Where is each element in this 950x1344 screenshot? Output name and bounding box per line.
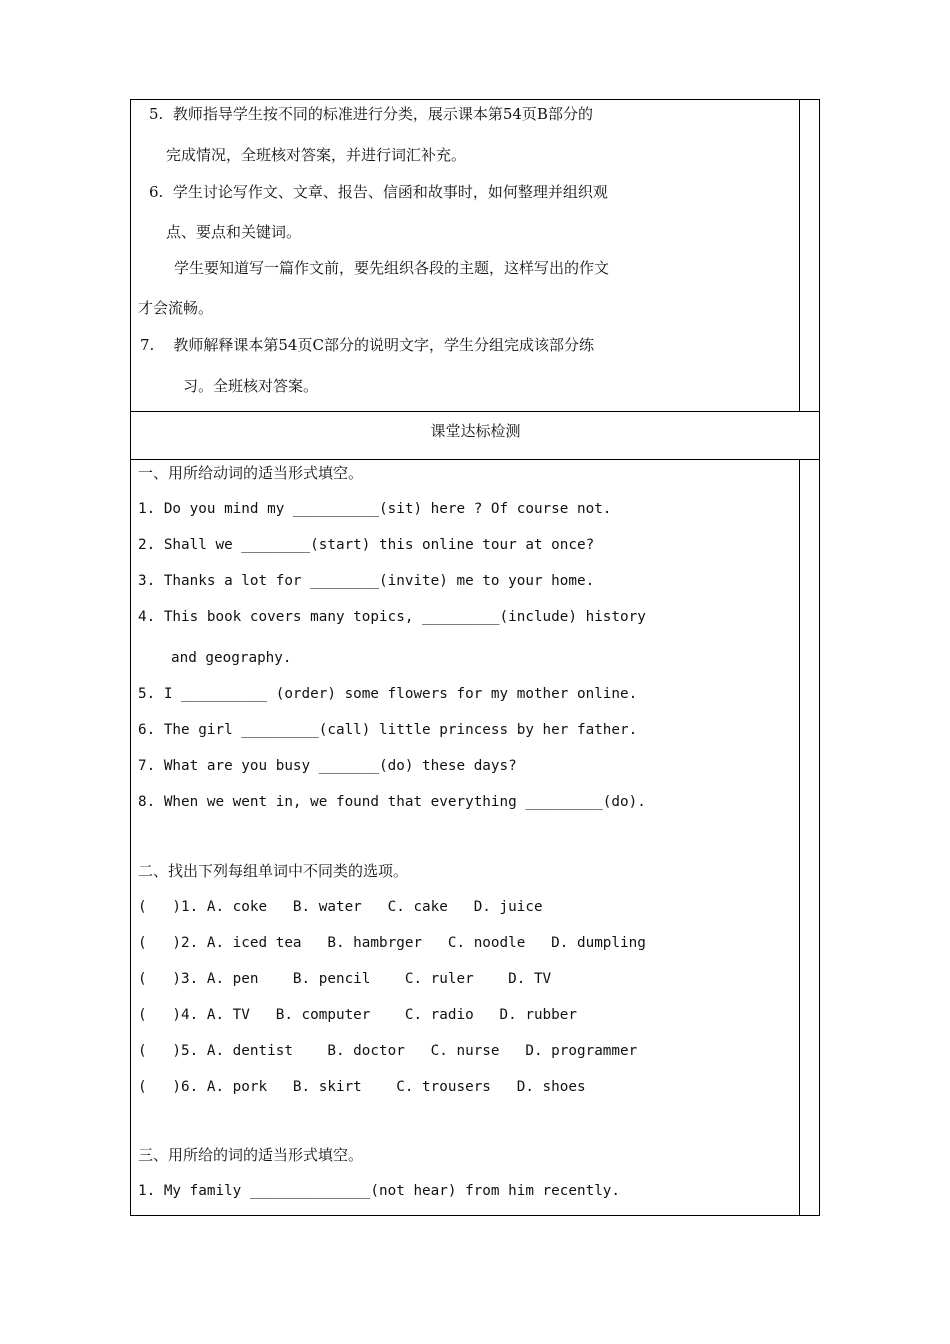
step-7-line-2: 习。全班核对答案。 (183, 377, 319, 395)
exercise-1-item: 6. The girl _________(call) little princess by her father. (138, 722, 638, 738)
step-5-line-1: 5. 教师指导学生按不同的标准进行分类，展示课本第54页B部分的 (149, 105, 593, 123)
exercise-2-item: ( )2. A. iced tea B. hambrger C. noodle D. dumpling (138, 935, 646, 951)
step-6-note-line-1: 学生要知道写一篇作文前，要先组织各段的主题，这样写出的作文 (174, 259, 610, 277)
row-divider-1 (131, 411, 819, 412)
exercise-1-item: 3. Thanks a lot for ________(invite) me to your home. (138, 573, 595, 589)
lesson-table (130, 99, 820, 1216)
exercise-2-item: ( )6. A. pork B. skirt C. trousers D. shoes (138, 1079, 586, 1095)
exercise-1-item: 5. I __________ (order) some flowers for my mother online. (138, 686, 638, 702)
step-6-note-line-2: 才会流畅。 (138, 299, 214, 317)
row-divider-2 (131, 459, 819, 460)
exercise-1-heading: 一、用所给动词的适当形式填空。 (138, 464, 364, 482)
exercise-2-item: ( )3. A. pen B. pencil C. ruler D. TV (138, 971, 552, 987)
exercise-1-item: 4. This book covers many topics, _________(include) history (138, 609, 646, 625)
step-7-line-1: 7. 教师解释课本第54页C部分的说明文字，学生分组完成该部分练 (140, 336, 594, 354)
step-5-line-2: 完成情况，全班核对答案，并进行词汇补充。 (166, 146, 467, 164)
step-6-line-1: 6. 学生讨论写作文、文章、报告、信函和故事时，如何整理并组织观 (149, 183, 608, 201)
exercise-2-item: ( )1. A. coke B. water C. cake D. juice (138, 899, 543, 915)
column-divider-top (799, 100, 800, 411)
step-6-line-2: 点、要点和关键词。 (166, 223, 302, 241)
exercise-1-item-continuation: and geography. (171, 650, 292, 666)
exercise-1-item: 7. What are you busy _______(do) these days? (138, 758, 517, 774)
exercise-1-item: 2. Shall we ________(start) this online tour at once? (138, 537, 595, 553)
exercise-3-heading: 三、用所给的词的适当形式填空。 (138, 1146, 364, 1164)
exercise-1-item: 8. When we went in, we found that everything _________(do). (138, 794, 646, 810)
section-title: 课堂达标检测 (430, 422, 521, 440)
exercise-3-item: 1. My family ______________(not hear) from him recently. (138, 1183, 621, 1199)
exercise-2-item: ( )4. A. TV B. computer C. radio D. rubber (138, 1007, 577, 1023)
exercise-2-item: ( )5. A. dentist B. doctor C. nurse D. programmer (138, 1043, 638, 1059)
column-divider-bottom (799, 459, 800, 1216)
exercise-2-heading: 二、找出下列每组单词中不同类的选项。 (138, 862, 409, 880)
exercise-1-item: 1. Do you mind my __________(sit) here ? Of course not. (138, 501, 612, 517)
